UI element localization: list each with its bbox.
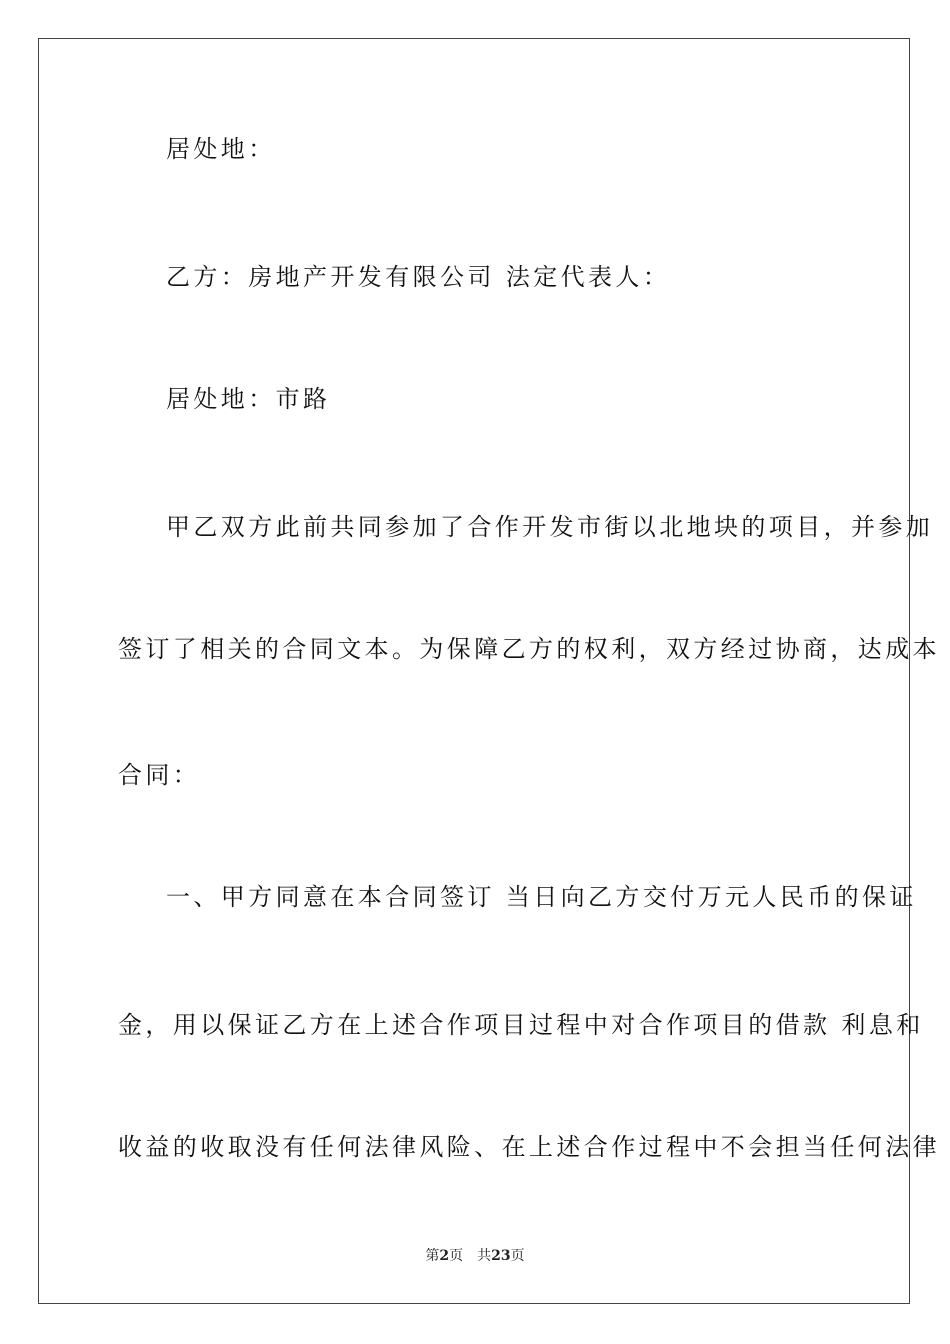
total-suffix: 页 [510,1248,525,1264]
page-border [38,38,940,1304]
paragraph-line: 一、甲方同意在本合同签订 当日向乙方交付万元人民币的保证 [166,883,917,911]
page-footer [0,1246,950,1266]
total-prefix: 共 [477,1248,492,1264]
text-line: 居处地：市路 [166,385,331,413]
total-pages: 23 [491,1248,511,1264]
paragraph-line: 签订了相关的合同文本。为保障乙方的权利，双方经过协商，达成本 [118,635,940,663]
page-number: 2 [439,1248,450,1264]
paragraph-line: 收益的收取没有任何法律风险、在上述合作过程中不会担当任何法律 [118,1133,940,1161]
page-prefix: 第 [425,1248,440,1264]
paragraph-line: 甲乙双方此前共同参加了合作开发市街以北地块的项目，并参加 [166,513,934,541]
paragraph-line: 合同： [118,761,201,789]
page-suffix: 页 [449,1248,464,1264]
paragraph-line: 金，用以保证乙方在上述合作项目过程中对合作项目的借款 利息和 [118,1011,924,1039]
text-line: 乙方：房地产开发有限公司 法定代表人： [166,263,671,291]
text-line: 居处地： [166,135,276,163]
